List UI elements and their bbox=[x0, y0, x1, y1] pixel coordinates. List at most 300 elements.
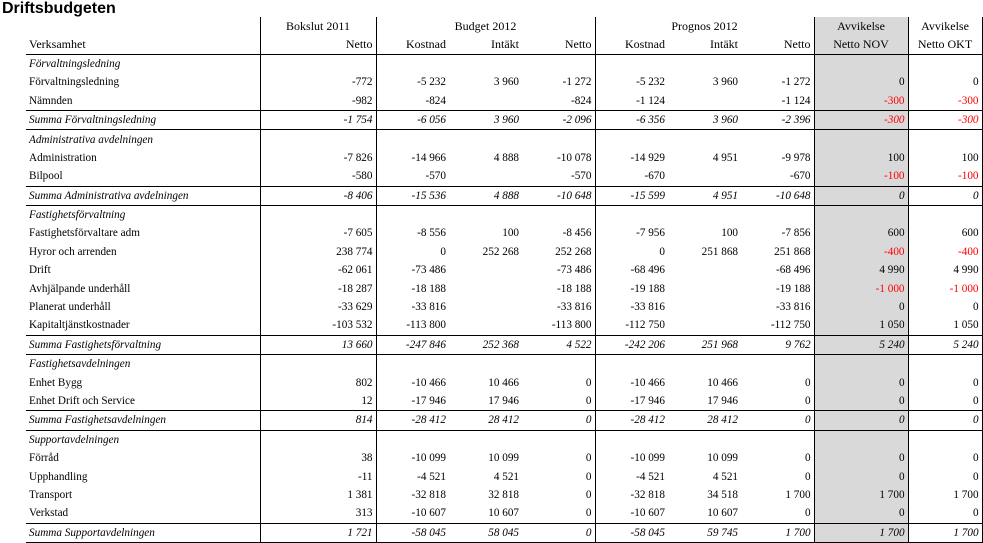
table-cell bbox=[908, 205, 982, 224]
table-cell: 252 268 bbox=[555, 245, 592, 258]
table-cell bbox=[741, 205, 814, 224]
table-cell: -824 bbox=[570, 94, 592, 107]
section-row bbox=[26, 430, 982, 449]
table-cell: -32 818 bbox=[595, 486, 668, 504]
table-cell: -73 486 bbox=[557, 264, 592, 277]
table-cell: -10 648 bbox=[741, 186, 814, 205]
table-cell: 0 bbox=[908, 411, 982, 430]
table-cell: 1 050 bbox=[908, 316, 982, 335]
table-cell: 0 bbox=[741, 411, 814, 430]
table-cell: 0 bbox=[908, 504, 982, 523]
table-cell: 0 bbox=[908, 467, 982, 485]
table-cell bbox=[908, 430, 982, 449]
row-label: Bilpool bbox=[29, 170, 63, 183]
row-label: Verkstad bbox=[29, 507, 69, 520]
table-cell: 4 990 bbox=[908, 261, 982, 279]
row-label: Administration bbox=[29, 151, 97, 164]
table-cell: -7 956 bbox=[595, 224, 668, 242]
table-cell: 1 700 bbox=[908, 523, 982, 542]
table-cell: -247 846 bbox=[376, 335, 449, 354]
table-cell bbox=[908, 54, 982, 73]
table-cell bbox=[814, 130, 908, 149]
table-cell: 600 bbox=[814, 224, 908, 242]
table-cell: -300 bbox=[908, 92, 982, 111]
page-title: Driftsbudgeten bbox=[2, 0, 116, 17]
column-header-kostnad-budget: Kostnad bbox=[376, 35, 449, 54]
table-cell: 3 960 bbox=[712, 76, 738, 89]
row-label: Supportavdelningen bbox=[29, 433, 120, 446]
table-cell: 100 bbox=[502, 227, 519, 240]
table-cell: -982 bbox=[260, 92, 376, 111]
table-cell: 32 818 bbox=[488, 488, 519, 501]
table-cell: 4 888 bbox=[449, 186, 522, 205]
table-cell bbox=[449, 355, 522, 374]
table-cell: 600 bbox=[908, 224, 982, 242]
table-cell: 12 bbox=[260, 392, 376, 411]
table-cell: 100 bbox=[721, 227, 738, 240]
table-cell: 5 240 bbox=[908, 335, 982, 354]
table-cell: 3 960 bbox=[493, 76, 519, 89]
section-row bbox=[26, 130, 982, 149]
table-cell: 0 bbox=[585, 507, 592, 520]
table-row bbox=[26, 224, 982, 242]
table-cell bbox=[668, 54, 741, 73]
table-cell bbox=[376, 430, 449, 449]
table-cell: 1 381 bbox=[260, 486, 376, 504]
table-row bbox=[26, 73, 982, 91]
column-header-verksamhet: Verksamhet bbox=[26, 35, 260, 54]
table-cell: -570 bbox=[376, 167, 449, 186]
table-cell bbox=[668, 316, 741, 335]
table-row bbox=[26, 504, 982, 523]
table-row bbox=[26, 449, 982, 467]
section-row bbox=[26, 54, 982, 73]
table-cell bbox=[522, 205, 595, 224]
table-cell: -1 272 bbox=[562, 76, 592, 89]
table-cell: -670 bbox=[595, 167, 668, 186]
table-cell: -2 096 bbox=[522, 110, 595, 129]
table-cell: 28 412 bbox=[449, 411, 522, 430]
table-cell: 0 bbox=[908, 392, 982, 411]
table-cell bbox=[449, 54, 522, 73]
table-cell: -1 000 bbox=[814, 279, 908, 297]
table-cell bbox=[814, 355, 908, 374]
table-cell: -18 188 bbox=[557, 282, 592, 295]
sum-row bbox=[26, 335, 982, 354]
table-cell: -100 bbox=[908, 167, 982, 186]
table-cell: -824 bbox=[376, 92, 449, 111]
table-cell bbox=[814, 205, 908, 224]
table-cell: 34 518 bbox=[707, 488, 738, 501]
column-header-netto-2011: Netto bbox=[260, 35, 376, 54]
table-cell: -33 816 bbox=[557, 301, 592, 314]
table-cell: 10 607 bbox=[707, 507, 738, 520]
section-row bbox=[26, 355, 982, 374]
table-cell: 252 268 bbox=[482, 245, 519, 258]
table-cell: -10 466 bbox=[595, 373, 668, 391]
table-cell: 0 bbox=[908, 449, 982, 467]
table-cell: -33 816 bbox=[595, 298, 668, 316]
table-cell: -7 826 bbox=[260, 149, 376, 167]
table-cell: -28 412 bbox=[376, 411, 449, 430]
table-cell: -17 946 bbox=[595, 392, 668, 411]
table-cell bbox=[668, 92, 741, 111]
table-row bbox=[26, 316, 982, 335]
table-cell bbox=[376, 355, 449, 374]
table-cell: -14 929 bbox=[595, 149, 668, 167]
table-cell: -68 496 bbox=[595, 261, 668, 279]
table-cell: -33 629 bbox=[260, 298, 376, 316]
table-cell bbox=[522, 430, 595, 449]
table-cell: -242 206 bbox=[595, 335, 668, 354]
table-cell: -8 556 bbox=[376, 224, 449, 242]
table-cell bbox=[908, 355, 982, 374]
table-cell: 59 745 bbox=[668, 523, 741, 542]
table-cell bbox=[595, 205, 668, 224]
row-label: Summa Supportavdelningen bbox=[26, 523, 260, 542]
table-cell: 5 240 bbox=[814, 335, 908, 354]
table-row bbox=[26, 92, 982, 111]
table-cell: 251 868 bbox=[774, 245, 811, 258]
table-cell: 0 bbox=[595, 243, 668, 261]
row-label: Summa Förvaltningsledning bbox=[26, 110, 260, 129]
table-cell: -58 045 bbox=[376, 523, 449, 542]
table-cell: -15 599 bbox=[595, 186, 668, 205]
table-cell bbox=[522, 130, 595, 149]
table-cell: -4 521 bbox=[595, 467, 668, 485]
table-cell: -300 bbox=[814, 110, 908, 129]
table-cell bbox=[260, 355, 376, 374]
table-cell: 100 bbox=[908, 149, 982, 167]
table-cell: 0 bbox=[376, 243, 449, 261]
table-cell: -8 456 bbox=[562, 227, 592, 240]
table-cell bbox=[376, 130, 449, 149]
column-header-intakt-prognos: Intäkt bbox=[668, 35, 741, 54]
table-cell: -300 bbox=[908, 110, 982, 129]
table-cell bbox=[260, 54, 376, 73]
table-cell bbox=[595, 130, 668, 149]
table-cell: -7 856 bbox=[781, 227, 811, 240]
row-label: Hyror och arrenden bbox=[29, 245, 117, 258]
table-cell: -10 648 bbox=[522, 186, 595, 205]
row-label: Avhjälpande underhåll bbox=[29, 282, 131, 295]
table-cell bbox=[668, 279, 741, 297]
table-cell: -28 412 bbox=[595, 411, 668, 430]
table-cell: 802 bbox=[260, 373, 376, 391]
table-cell bbox=[449, 298, 522, 316]
table-cell: 4 521 bbox=[712, 470, 738, 483]
table-cell: 17 946 bbox=[488, 395, 519, 407]
table-cell: -400 bbox=[814, 243, 908, 261]
table-cell: 1 050 bbox=[814, 316, 908, 335]
table-cell: -68 496 bbox=[776, 264, 811, 277]
table-cell bbox=[260, 430, 376, 449]
table-cell: 0 bbox=[804, 452, 811, 465]
table-body bbox=[26, 54, 982, 542]
table-cell: -1 000 bbox=[908, 279, 982, 297]
table-cell: -400 bbox=[908, 243, 982, 261]
row-label: Nämnden bbox=[29, 94, 73, 107]
table-cell: -5 232 bbox=[595, 73, 668, 91]
table-cell: -1 754 bbox=[260, 110, 376, 129]
row-label: Förvaltningsledning bbox=[29, 57, 121, 70]
table-cell: 0 bbox=[804, 470, 811, 483]
column-header-netto-budget: Netto bbox=[522, 35, 595, 54]
table-cell bbox=[595, 430, 668, 449]
table-cell: 1 700 bbox=[741, 523, 814, 542]
column-header-netto-prognos: Netto bbox=[741, 35, 814, 54]
table-cell: -73 486 bbox=[376, 261, 449, 279]
table-cell: -670 bbox=[790, 170, 811, 183]
header-empty bbox=[26, 17, 260, 35]
table-row bbox=[26, 467, 982, 485]
table-cell: -19 188 bbox=[776, 282, 811, 295]
row-label: Summa Administrativa avdelningen bbox=[26, 186, 260, 205]
table-cell: -112 750 bbox=[770, 319, 811, 332]
table-cell bbox=[668, 205, 741, 224]
row-label: Förråd bbox=[29, 452, 59, 465]
row-label: Planerat underhåll bbox=[29, 301, 111, 314]
table-cell: -100 bbox=[814, 167, 908, 186]
table-cell bbox=[595, 54, 668, 73]
table-cell: 4 951 bbox=[668, 186, 741, 205]
table-cell bbox=[741, 54, 814, 73]
table-cell: 0 bbox=[814, 298, 908, 316]
table-cell: -772 bbox=[260, 73, 376, 91]
table-cell: 1 700 bbox=[814, 523, 908, 542]
table-cell: 10 466 bbox=[488, 376, 519, 389]
table-cell: 0 bbox=[522, 523, 595, 542]
column-header-netto-nov: Netto NOV bbox=[814, 35, 908, 54]
table-cell: 3 960 bbox=[449, 110, 522, 129]
table-row bbox=[26, 486, 982, 504]
table-cell: -18 188 bbox=[376, 279, 449, 297]
table-cell: 0 bbox=[814, 392, 908, 411]
table-cell: -570 bbox=[570, 170, 592, 183]
table-cell: 0 bbox=[908, 373, 982, 391]
table-cell: -6 356 bbox=[595, 110, 668, 129]
row-label: Fastighetsförvaltare adm bbox=[29, 227, 140, 240]
table-cell: -19 188 bbox=[595, 279, 668, 297]
table-cell: -5 232 bbox=[376, 73, 449, 91]
table-cell: -1 124 bbox=[595, 92, 668, 111]
table-cell: -17 946 bbox=[376, 392, 449, 411]
table-cell: -10 607 bbox=[595, 504, 668, 523]
row-label: Fastighetsavdelningen bbox=[29, 358, 131, 371]
table-cell: -7 605 bbox=[260, 224, 376, 242]
column-header-netto-okt: Netto OKT bbox=[908, 35, 982, 54]
header-bokslut: Bokslut 2011 bbox=[260, 17, 376, 35]
table-cell: -18 287 bbox=[260, 279, 376, 297]
table-cell: 0 bbox=[585, 470, 592, 483]
table-cell bbox=[449, 167, 522, 186]
table-cell: -62 061 bbox=[260, 261, 376, 279]
row-label: Enhet Drift och Service bbox=[29, 395, 135, 407]
table-cell bbox=[668, 167, 741, 186]
table-cell: 0 bbox=[814, 467, 908, 485]
table-cell bbox=[260, 205, 376, 224]
table-row bbox=[26, 279, 982, 297]
header-budget: Budget 2012 bbox=[376, 17, 595, 35]
table-cell: 28 412 bbox=[668, 411, 741, 430]
table-cell: -113 800 bbox=[376, 316, 449, 335]
row-label: Transport bbox=[29, 488, 73, 501]
table-cell bbox=[449, 279, 522, 297]
table-cell: 0 bbox=[814, 73, 908, 91]
table-cell: -112 750 bbox=[595, 316, 668, 335]
table-cell: 100 bbox=[814, 149, 908, 167]
table-cell: -1 124 bbox=[781, 94, 811, 107]
table-cell: 1 700 bbox=[785, 488, 811, 501]
table-cell: 0 bbox=[585, 488, 592, 501]
table-cell: -58 045 bbox=[595, 523, 668, 542]
table-cell: 4 951 bbox=[712, 151, 738, 164]
table-cell: 1 700 bbox=[814, 486, 908, 504]
table-cell: 0 bbox=[804, 507, 811, 520]
row-label: Summa Fastighetsavdelningen bbox=[26, 411, 260, 430]
table-cell: 0 bbox=[908, 73, 982, 91]
sum-row bbox=[26, 110, 982, 129]
table-cell: 0 bbox=[908, 298, 982, 316]
column-header-kostnad-prognos: Kostnad bbox=[595, 35, 668, 54]
table-cell: -10 099 bbox=[595, 449, 668, 467]
table-cell: 10 099 bbox=[488, 452, 519, 465]
table-cell: -10 466 bbox=[376, 373, 449, 391]
row-label: Fastighetsförvaltning bbox=[29, 209, 126, 222]
table-row bbox=[26, 373, 982, 391]
sum-row bbox=[26, 523, 982, 542]
table-cell: 10 607 bbox=[488, 507, 519, 520]
table-cell: 814 bbox=[260, 411, 376, 430]
table-cell: 9 762 bbox=[741, 335, 814, 354]
table-cell bbox=[376, 205, 449, 224]
table-cell: -300 bbox=[814, 92, 908, 111]
table-cell: -6 056 bbox=[376, 110, 449, 129]
table-cell: -8 406 bbox=[260, 186, 376, 205]
table-row bbox=[26, 392, 982, 411]
table-cell: 4 990 bbox=[814, 261, 908, 279]
table-cell bbox=[668, 261, 741, 279]
table-cell: -33 816 bbox=[376, 298, 449, 316]
table-cell: -11 bbox=[260, 467, 376, 485]
table-cell bbox=[908, 130, 982, 149]
table-cell bbox=[668, 298, 741, 316]
table-cell: 58 045 bbox=[449, 523, 522, 542]
table-cell: -580 bbox=[260, 167, 376, 186]
row-label: Kapitaltjänstkostnader bbox=[29, 319, 130, 332]
table-cell bbox=[449, 261, 522, 279]
header-row-2 bbox=[26, 35, 982, 54]
table-cell: 10 099 bbox=[707, 452, 738, 465]
table-cell bbox=[741, 430, 814, 449]
table-cell: 0 bbox=[814, 504, 908, 523]
table-cell: 0 bbox=[814, 449, 908, 467]
table-cell: -10 078 bbox=[557, 151, 592, 164]
sum-row bbox=[26, 186, 982, 205]
table-row bbox=[26, 167, 982, 186]
table-cell bbox=[449, 316, 522, 335]
table-cell: -14 966 bbox=[376, 149, 449, 167]
table-cell: 4 521 bbox=[493, 470, 519, 483]
table-cell bbox=[449, 92, 522, 111]
table-cell: 0 bbox=[804, 395, 811, 407]
column-header-intakt-budget: Intäkt bbox=[449, 35, 522, 54]
section-row bbox=[26, 205, 982, 224]
table-cell bbox=[376, 54, 449, 73]
row-label: Drift bbox=[29, 264, 51, 277]
table-cell: -2 396 bbox=[741, 110, 814, 129]
row-label: Summa Fastighetsförvaltning bbox=[26, 335, 260, 354]
table-cell: -103 532 bbox=[260, 316, 376, 335]
table-cell: 3 960 bbox=[668, 110, 741, 129]
table-cell: 0 bbox=[804, 376, 811, 389]
table-cell: 1 700 bbox=[908, 486, 982, 504]
table-cell: 13 660 bbox=[260, 335, 376, 354]
header-row-1 bbox=[26, 17, 982, 35]
table-cell: 251 868 bbox=[701, 245, 738, 258]
budget-table bbox=[26, 17, 983, 543]
table-cell bbox=[449, 430, 522, 449]
table-cell: 0 bbox=[814, 411, 908, 430]
table-cell: 38 bbox=[260, 449, 376, 467]
table-cell: 0 bbox=[585, 395, 592, 407]
sum-row bbox=[26, 411, 982, 430]
table-cell: 238 774 bbox=[260, 243, 376, 261]
table-cell bbox=[449, 205, 522, 224]
table-cell: 4 888 bbox=[493, 151, 519, 164]
table-cell bbox=[522, 355, 595, 374]
table-cell bbox=[814, 430, 908, 449]
table-cell: -15 536 bbox=[376, 186, 449, 205]
table-cell: -4 521 bbox=[376, 467, 449, 485]
row-label: Administrativa avdelningen bbox=[29, 133, 153, 146]
table-row bbox=[26, 149, 982, 167]
table-cell bbox=[741, 130, 814, 149]
table-cell: -113 800 bbox=[551, 319, 592, 332]
table-cell: 4 522 bbox=[522, 335, 595, 354]
table-cell: -32 818 bbox=[376, 486, 449, 504]
table-row bbox=[26, 243, 982, 261]
table-cell: -10 607 bbox=[376, 504, 449, 523]
table-cell: -33 816 bbox=[776, 301, 811, 314]
table-cell bbox=[260, 130, 376, 149]
row-label: Förvaltningsledning bbox=[29, 76, 120, 89]
table-cell: -9 978 bbox=[781, 151, 811, 164]
table-cell bbox=[668, 355, 741, 374]
header-avvikelse-okt: Avvikelse bbox=[908, 17, 982, 35]
header-avvikelse-nov: Avvikelse bbox=[814, 17, 908, 35]
table-cell bbox=[449, 130, 522, 149]
table-cell: 0 bbox=[522, 411, 595, 430]
table-cell: 0 bbox=[814, 186, 908, 205]
table-cell: 0 bbox=[585, 376, 592, 389]
table-cell: -1 272 bbox=[781, 76, 811, 89]
table-cell: 0 bbox=[585, 452, 592, 465]
table-cell bbox=[814, 54, 908, 73]
table-cell bbox=[668, 430, 741, 449]
table-cell: 10 466 bbox=[707, 376, 738, 389]
table-row bbox=[26, 261, 982, 279]
row-label: Upphandling bbox=[29, 470, 88, 483]
table-cell: 17 946 bbox=[707, 395, 738, 407]
table-cell: 251 968 bbox=[668, 335, 741, 354]
table-cell bbox=[595, 355, 668, 374]
table-cell bbox=[741, 355, 814, 374]
table-cell bbox=[522, 54, 595, 73]
header-prognos: Prognos 2012 bbox=[595, 17, 814, 35]
table-cell: 0 bbox=[908, 186, 982, 205]
table-cell: 0 bbox=[814, 373, 908, 391]
